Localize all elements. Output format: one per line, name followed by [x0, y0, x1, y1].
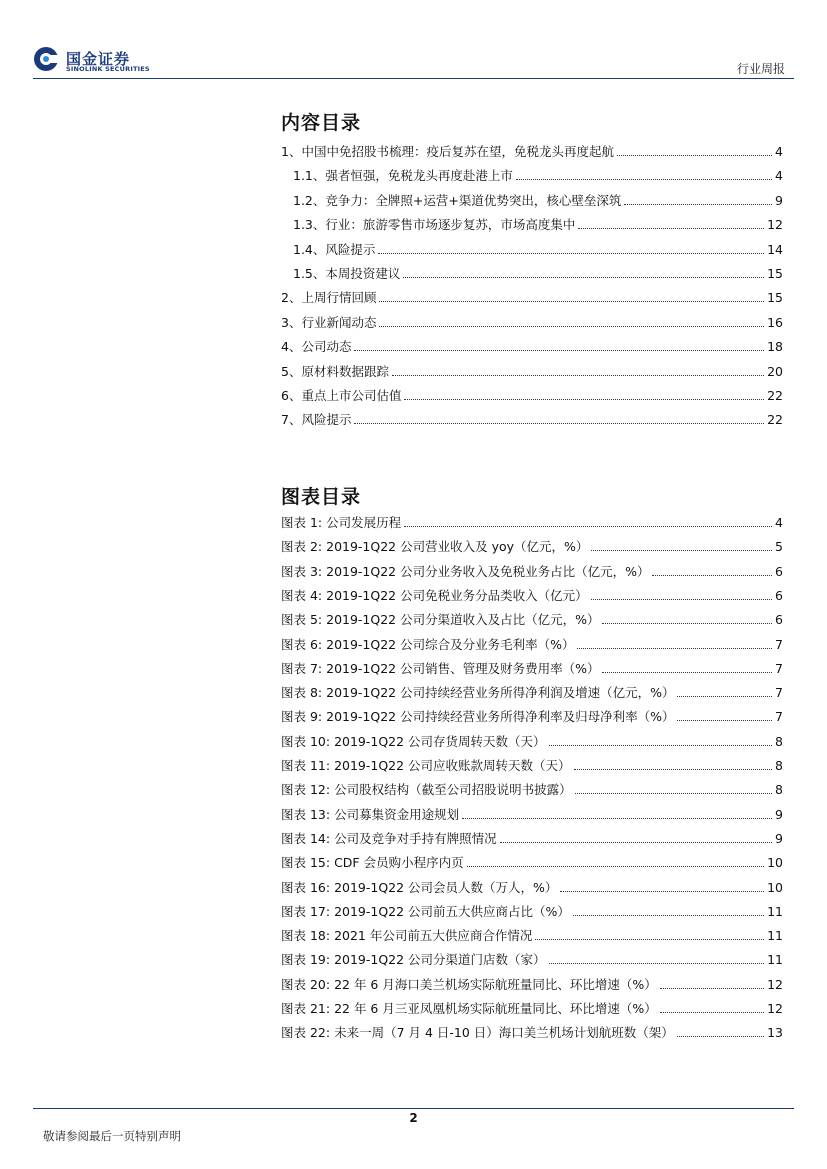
figure-entry[interactable] — [281, 879, 783, 897]
logo-chinese-name: 国金证券 — [66, 50, 131, 68]
figure-entry-page: 10 — [767, 879, 783, 895]
figure-entry-label: 图表 19: 2019-1Q22 公司分渠道门店数（家） — [281, 952, 546, 968]
figure-entry-page: 6 — [775, 587, 783, 603]
toc-entry-page: 15 — [767, 290, 783, 306]
figure-entry-page: 11 — [767, 952, 783, 968]
figure-entry[interactable] — [281, 538, 783, 556]
toc-entry-label: 1.5、本周投资建议 — [293, 266, 401, 281]
report-type-label: 行业周报 — [736, 62, 785, 76]
figure-entry-page: 12 — [767, 976, 783, 992]
dot-leader — [392, 375, 764, 376]
figure-entry[interactable] — [281, 757, 783, 775]
figure-entry-label: 图表 5: 2019-1Q22 公司分渠道收入及占比（亿元，%） — [281, 612, 600, 628]
dot-leader — [354, 350, 764, 351]
figure-entry-label: 图表 17: 2019-1Q22 公司前五大供应商占比（%） — [281, 903, 570, 919]
toc-entry-page: 22 — [767, 388, 783, 403]
figure-entry-label: 图表 8: 2019-1Q22 公司持续经营业务所得净利润及增速（亿元，%） — [281, 685, 675, 701]
figure-entry-label: 图表 13: 公司募集资金用途规划 — [281, 806, 460, 822]
figure-entry-label: 图表 4: 2019-1Q22 公司免税业务分品类收入（亿元） — [281, 587, 588, 603]
figure-entry[interactable] — [281, 854, 783, 872]
company-logo — [33, 46, 153, 76]
figure-entry[interactable] — [281, 903, 783, 921]
dot-leader — [660, 988, 764, 989]
toc-entry-label: 6、重点上市公司估值 — [281, 388, 402, 403]
figure-entry-label: 图表 9: 2019-1Q22 公司持续经营业务所得净利率及归母净利率（%） — [281, 709, 675, 725]
dot-leader — [560, 891, 764, 892]
dot-leader — [577, 648, 772, 649]
dot-leader — [549, 963, 765, 964]
figure-entry-page: 9 — [775, 830, 783, 846]
figure-entry-page: 5 — [775, 539, 783, 555]
dot-leader — [379, 301, 764, 302]
figure-entry[interactable] — [281, 684, 783, 702]
toc-entry[interactable] — [281, 314, 783, 332]
dot-leader — [617, 155, 772, 156]
dot-leader — [403, 277, 764, 278]
toc-entry[interactable] — [281, 143, 783, 161]
figure-entry-label: 图表 12: 公司股权结构（截至公司招股说明书披露） — [281, 782, 572, 798]
disclaimer: 敬请参阅最后一页特别声明 — [43, 1129, 181, 1143]
figure-entry[interactable] — [281, 587, 783, 605]
figure-entry[interactable] — [281, 733, 783, 751]
dot-leader — [379, 326, 764, 327]
figure-entry[interactable] — [281, 806, 783, 824]
dot-leader — [378, 253, 764, 254]
figure-entry-page: 8 — [775, 758, 783, 773]
dot-leader — [677, 1036, 764, 1037]
dot-leader — [500, 842, 772, 843]
toc-entry-page: 9 — [775, 192, 783, 208]
figure-entry-page: 9 — [775, 806, 783, 822]
dot-leader — [404, 399, 764, 400]
toc-entry-label: 4、公司动态 — [281, 339, 352, 355]
dot-leader — [535, 939, 764, 940]
toc-entry[interactable] — [293, 265, 783, 283]
figure-entry-page: 7 — [775, 685, 783, 701]
toc-entry-label: 1.2、竞争力：全牌照+运营+渠道优势突出，核心壁垒深筑 — [293, 192, 622, 208]
dot-leader — [462, 818, 772, 819]
toc-entry[interactable] — [281, 289, 783, 307]
figure-entry[interactable] — [281, 611, 783, 629]
figure-entry[interactable] — [281, 951, 783, 969]
toc-entry-page: 14 — [767, 241, 783, 257]
figure-entry-label: 图表 15: CDF 会员购小程序内页 — [281, 855, 464, 871]
figure-entry[interactable] — [281, 636, 783, 654]
figure-entry[interactable] — [281, 781, 783, 799]
toc-entry[interactable] — [293, 216, 783, 234]
figure-entry-page: 8 — [775, 782, 783, 798]
toc-entry-page: 4 — [775, 168, 783, 184]
figure-entry[interactable] — [281, 1024, 783, 1042]
figure-entry[interactable] — [281, 514, 783, 532]
figure-entry-label: 图表 1: 公司发展历程 — [281, 515, 402, 530]
toc-entry-page: 22 — [767, 412, 783, 428]
page-header — [0, 0, 827, 80]
dot-leader — [467, 866, 765, 867]
dot-leader — [677, 696, 772, 697]
toc-entry-page: 16 — [767, 314, 783, 330]
figure-entry-page: 8 — [775, 733, 783, 749]
figure-entry-label: 图表 14: 公司及竞争对手持有牌照情况 — [281, 830, 497, 846]
header-divider — [33, 78, 794, 79]
figure-entry[interactable] — [281, 708, 783, 726]
dot-leader — [516, 179, 772, 180]
dot-leader — [660, 1012, 764, 1013]
figure-entry-page: 11 — [767, 928, 783, 944]
dot-leader — [652, 575, 772, 576]
toc-entry-page: 20 — [767, 363, 783, 379]
figure-entry-label: 图表 3: 2019-1Q22 公司分业务收入及免税业务占比（亿元，%） — [281, 563, 650, 579]
dot-leader — [602, 623, 772, 624]
logo-english-name: SINOLINK SECURITIES — [66, 65, 150, 73]
toc-title: 内容目录 — [281, 112, 362, 134]
toc-entry-label: 7、风险提示 — [281, 412, 352, 428]
dot-leader — [591, 550, 772, 551]
figures-toc-title: 图表目录 — [281, 486, 362, 508]
dot-leader — [591, 599, 772, 600]
toc-entry[interactable] — [281, 363, 783, 381]
toc-entry-page: 18 — [767, 339, 783, 355]
toc-entry[interactable] — [293, 192, 783, 210]
figure-entry-label: 图表 16: 2019-1Q22 公司会员人数（万人，%） — [281, 879, 558, 895]
footer-divider — [33, 1108, 794, 1109]
figure-entry-label: 图表 22: 未来一周（7 月 4 日-10 日）海口美兰机场计划航班数（架） — [281, 1025, 674, 1041]
toc-entry[interactable] — [281, 411, 783, 429]
toc-entry[interactable] — [293, 167, 783, 185]
toc-entry-label: 1、中国中免招股书梳理：疫后复苏在望，免税龙头再度起航 — [281, 144, 614, 159]
figure-entry-label: 图表 6: 2019-1Q22 公司综合及分业务毛利率（%） — [281, 636, 575, 652]
dot-leader — [354, 423, 764, 424]
figure-entry[interactable] — [281, 660, 783, 678]
toc-entry-label: 5、原材料数据跟踪 — [281, 363, 389, 379]
figure-entry[interactable] — [281, 927, 783, 945]
figure-entry-page: 7 — [775, 660, 783, 676]
figure-entry[interactable] — [281, 1000, 783, 1018]
figure-entry-page: 6 — [775, 612, 783, 628]
toc-entry-page: 15 — [767, 266, 783, 281]
dot-leader — [574, 769, 772, 770]
figure-entry-label: 图表 7: 2019-1Q22 公司销售、管理及财务费用率（%） — [281, 660, 600, 676]
toc-entry-page: 12 — [767, 217, 783, 233]
figure-entry-page: 10 — [767, 855, 783, 871]
toc-entry-label: 2、上周行情回顾 — [281, 290, 377, 306]
page-number: 2 — [409, 1111, 418, 1125]
toc-entry-page: 4 — [775, 144, 783, 159]
sinolink-logo-icon — [33, 46, 59, 72]
figure-entry-page: 13 — [767, 1025, 783, 1041]
figure-entry-label: 图表 2: 2019-1Q22 公司营业收入及 yoy（亿元，%） — [281, 539, 589, 555]
figure-entry-page: 7 — [775, 709, 783, 725]
figure-entry-label: 图表 18: 2021 年公司前五大供应商合作情况 — [281, 928, 533, 944]
figure-entry-page: 4 — [775, 515, 783, 530]
dot-leader — [578, 228, 764, 229]
figure-entry-label: 图表 21: 22 年 6 月三亚凤凰机场实际航班量同比、环比增速（%） — [281, 1001, 657, 1016]
figure-entry-label: 图表 20: 22 年 6 月海口美兰机场实际航班量同比、环比增速（%） — [281, 976, 657, 992]
figure-entry[interactable] — [281, 563, 783, 581]
dot-leader — [549, 745, 772, 746]
figure-entry[interactable] — [281, 830, 783, 848]
toc-entry-label: 3、行业新闻动态 — [281, 314, 377, 330]
figure-entry-label: 图表 11: 2019-1Q22 公司应收账款周转天数（天） — [281, 758, 571, 773]
dot-leader — [602, 672, 772, 673]
dot-leader — [624, 204, 772, 205]
toc-entry-label: 1.3、行业：旅游零售市场逐步复苏，市场高度集中 — [293, 217, 576, 233]
figure-entry-page: 11 — [767, 903, 783, 919]
dot-leader — [404, 526, 772, 527]
toc-entry[interactable] — [281, 387, 783, 405]
dot-leader — [677, 720, 772, 721]
dot-leader — [575, 793, 772, 794]
toc-entry[interactable] — [281, 338, 783, 356]
figure-entry[interactable] — [281, 976, 783, 994]
toc-entry-label: 1.1、强者恒强，免税龙头再度赴港上市 — [293, 168, 513, 184]
toc-entry-label: 1.4、风险提示 — [293, 241, 376, 257]
toc-entry[interactable] — [293, 241, 783, 259]
figure-entry-label: 图表 10: 2019-1Q22 公司存货周转天数（天） — [281, 733, 546, 749]
figure-entry-page: 6 — [775, 563, 783, 579]
figure-entry-page: 7 — [775, 636, 783, 652]
figure-entry-page: 12 — [767, 1001, 783, 1016]
dot-leader — [573, 915, 764, 916]
